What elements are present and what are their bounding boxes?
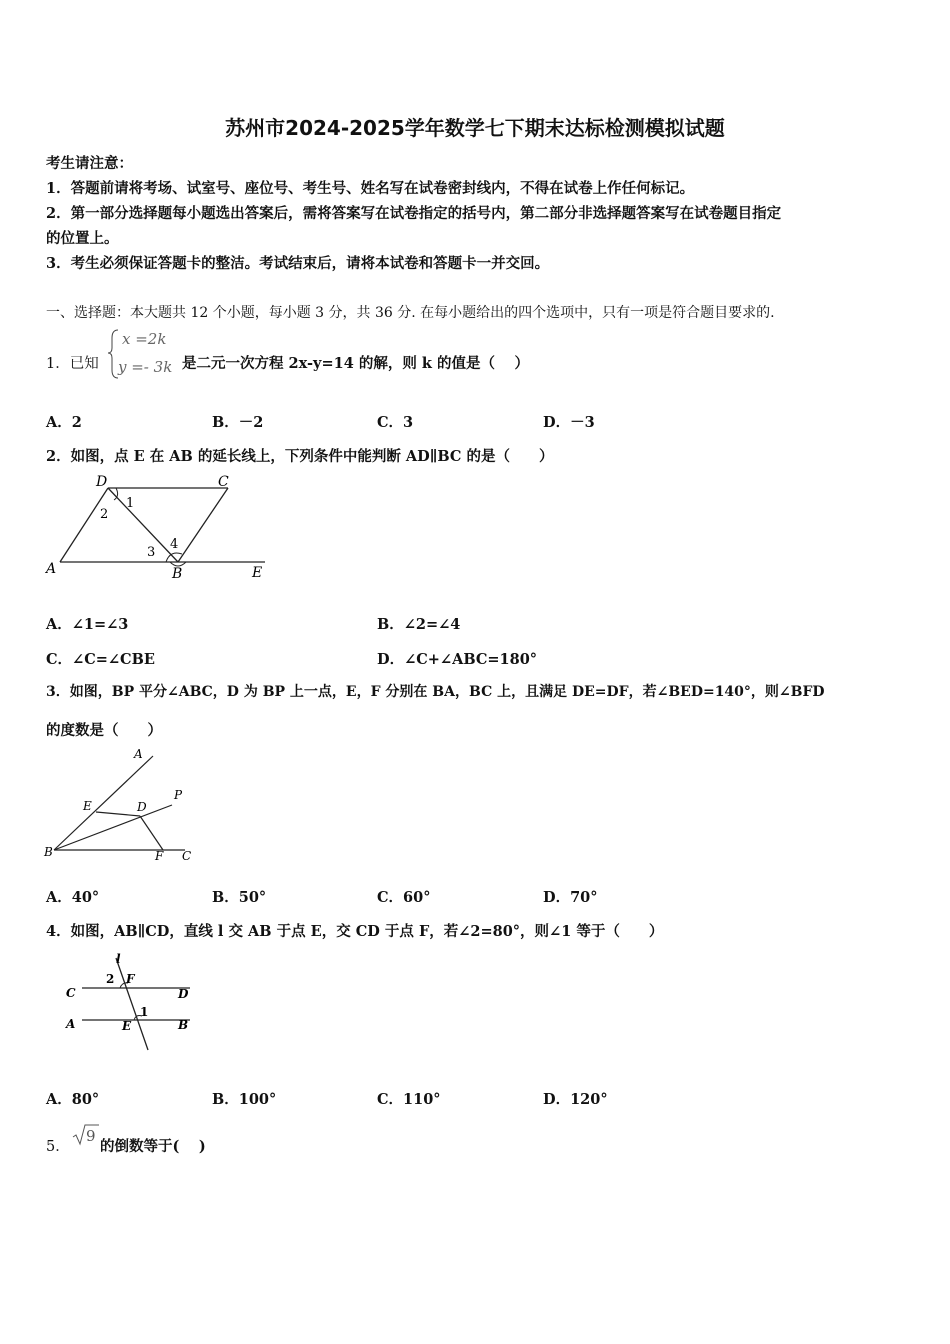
q4-label-d: D bbox=[178, 987, 189, 1001]
q3-label-c: C bbox=[182, 849, 192, 863]
q1-option-d[interactable]: D．－3 bbox=[543, 414, 595, 431]
q4-angle-1: 1 bbox=[140, 1005, 149, 1019]
q1-option-a[interactable]: A．2 bbox=[46, 414, 82, 431]
notice-item-2-cont: 的位置上。 bbox=[46, 230, 119, 247]
q3-stem-line-2: 的度数是（ ） bbox=[46, 722, 162, 739]
q1-stem: 是二元一次方程 2x-y=14 的解，则 k 的值是（ ） bbox=[182, 355, 530, 372]
q5-stem: 的倒数等于( ) bbox=[100, 1138, 206, 1155]
q2-option-a[interactable]: A．∠1=∠3 bbox=[46, 616, 129, 633]
q2-angle-4: 4 bbox=[170, 537, 179, 552]
q3-label-a: A bbox=[134, 747, 143, 761]
q4-label-a: A bbox=[66, 1017, 76, 1031]
q3-option-a[interactable]: A．40° bbox=[46, 889, 100, 906]
q4-option-d[interactable]: D．120° bbox=[543, 1091, 608, 1108]
q4-label-e: E bbox=[122, 1019, 132, 1033]
q3-stem-line-1: 3．如图，BP 平分∠ABC，D 为 BP 上一点，E，F 分别在 BA，BC 上，且满足 DE=DF，若∠BED=140°，则∠BFD bbox=[46, 684, 825, 700]
q2-angle-3: 3 bbox=[147, 545, 156, 560]
q4-label-l: l bbox=[116, 952, 121, 966]
q5-number: 5． bbox=[46, 1139, 70, 1155]
q2-label-d: D bbox=[96, 474, 108, 490]
q2-figure bbox=[40, 470, 275, 585]
q5-radicand: 9 bbox=[86, 1127, 96, 1145]
notice-item-2: 2．第一部分选择题每小题选出答案后，需将答案写在试卷指定的括号内，第二部分非选择题答案写在试卷题目指定 bbox=[46, 205, 782, 222]
notice-item-3: 3．考生必须保证答题卡的整洁。考试结束后，请将本试卷和答题卡一并交回。 bbox=[46, 255, 550, 272]
q4-option-b[interactable]: B．100° bbox=[212, 1091, 277, 1108]
section-heading: 一、选择题：本大题共 12 个小题，每小题 3 分，共 36 分. 在每小题给出的四个选项中，只有一项是符合题目要求的. bbox=[46, 305, 775, 321]
q4-angle-2: 2 bbox=[106, 972, 115, 986]
q1-eq1: x =2k bbox=[122, 330, 167, 348]
q4-label-b: B bbox=[178, 1018, 189, 1032]
q4-stem: 4．如图，AB∥CD，直线 l 交 AB 于点 E，交 CD 于点 F，若∠2=80°，则∠1 等于（ ） bbox=[46, 923, 664, 940]
page-title: 苏州市2024-2025学年数学七下期末达标检测模拟试题 bbox=[225, 116, 725, 140]
q2-option-c[interactable]: C．∠C=∠CBE bbox=[46, 651, 155, 668]
q2-option-b[interactable]: B．∠2=∠4 bbox=[377, 616, 461, 633]
q1-eq2: y =- 3k bbox=[118, 358, 173, 376]
q2-label-e: E bbox=[252, 565, 263, 581]
q2-option-d[interactable]: D．∠C+∠ABC=180° bbox=[377, 651, 538, 668]
q5-sqrt bbox=[72, 1122, 100, 1148]
q1-option-b[interactable]: B．－2 bbox=[212, 414, 264, 431]
q3-figure bbox=[40, 744, 200, 869]
q2-label-b: B bbox=[172, 566, 183, 582]
notice-item-1: 1．答题前请将考场、试室号、座位号、考生号、姓名写在试卷密封线内，不得在试卷上作任何标记。 bbox=[46, 180, 695, 197]
q4-option-c[interactable]: C．110° bbox=[377, 1091, 441, 1108]
q2-angle-2: 2 bbox=[100, 507, 109, 522]
q3-option-d[interactable]: D．70° bbox=[543, 889, 598, 906]
q3-label-d: D bbox=[137, 800, 147, 814]
q2-angle-1: 1 bbox=[126, 496, 135, 511]
q3-label-b: B bbox=[44, 845, 53, 859]
q3-label-p: P bbox=[174, 788, 183, 802]
notice-heading: 考生请注意： bbox=[46, 155, 133, 172]
q1-prefix: 1．已知 bbox=[46, 356, 99, 372]
q1-option-c[interactable]: C．3 bbox=[377, 414, 414, 431]
q3-option-b[interactable]: B．50° bbox=[212, 889, 267, 906]
q3-label-e: E bbox=[83, 799, 92, 813]
q4-label-c: C bbox=[66, 986, 76, 1000]
q1-equation-system bbox=[108, 326, 188, 380]
q2-stem: 2．如图，点 E 在 AB 的延长线上，下列条件中能判断 AD∥BC 的是（ ） bbox=[46, 448, 554, 465]
q2-label-a: A bbox=[46, 561, 57, 577]
q4-label-f: F bbox=[126, 972, 135, 986]
q4-option-a[interactable]: A．80° bbox=[46, 1091, 100, 1108]
q4-figure bbox=[60, 950, 200, 1056]
q3-label-f: F bbox=[155, 849, 164, 863]
q2-label-c: C bbox=[218, 474, 229, 490]
q3-option-c[interactable]: C．60° bbox=[377, 889, 431, 906]
